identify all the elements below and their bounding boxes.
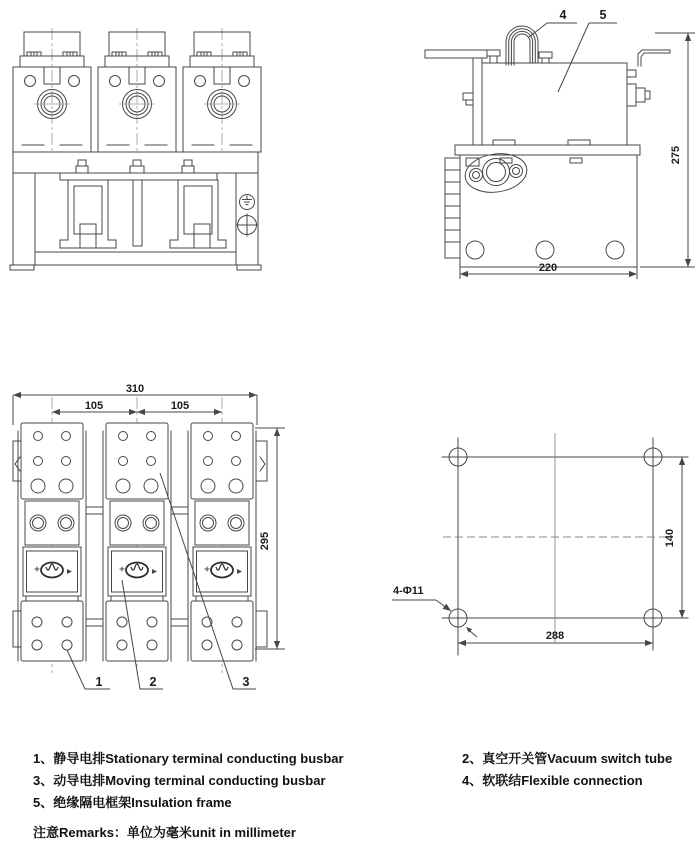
legend-item-4: 4、软联结Flexible connection <box>462 773 643 788</box>
side-view <box>405 0 700 290</box>
dim-295-text: 295 <box>259 531 271 551</box>
part-leader-5 <box>558 8 617 92</box>
mechanism-box <box>445 140 640 267</box>
dimension-275 <box>640 33 695 267</box>
base-frame <box>10 152 261 270</box>
dim-105-left-text: 105 <box>84 400 104 412</box>
dim-105-right-text: 105 <box>170 400 190 412</box>
part-label-5: 5 <box>599 8 607 22</box>
dim-275-text: 275 <box>670 145 682 165</box>
base-hole <box>536 241 554 259</box>
plan-view <box>5 383 295 708</box>
part-label-3: 3 <box>242 675 250 689</box>
bolt-icon <box>76 160 194 173</box>
dim-310-text: 310 <box>125 383 145 395</box>
pole-assembly-1 <box>13 28 91 154</box>
center-shaft <box>133 180 142 246</box>
dimension-220 <box>460 262 637 279</box>
dim-140-text: 140 <box>664 528 676 548</box>
legend-remarks: 注意Remarks：单位为毫米unit in millimeter <box>33 825 296 840</box>
part-leader-4 <box>529 8 577 37</box>
legend-item-1: 1、静导电排Stationary terminal conducting busbar <box>33 751 344 766</box>
coil-left <box>60 180 116 248</box>
shaft-flange <box>463 150 530 196</box>
part-label-1: 1 <box>95 675 103 689</box>
coil-right <box>170 180 226 248</box>
part-label-4: 4 <box>559 8 567 22</box>
part-label-2: 2 <box>149 675 157 689</box>
pole-column-1 <box>18 423 86 661</box>
base-hole <box>466 241 484 259</box>
legend-item-5: 5、绝缘隔电框架Insulation frame <box>33 795 232 810</box>
dimension-105-left <box>52 400 137 412</box>
ground-icon <box>240 195 255 210</box>
insulation-frame-box <box>425 50 670 145</box>
flexible-connection <box>506 26 538 65</box>
mounting-view <box>390 405 700 675</box>
terminal-ribs <box>445 158 460 258</box>
pole-assembly-2 <box>98 28 176 154</box>
legend-item-3: 3、动导电排Moving terminal conducting busbar <box>33 773 326 788</box>
pole-column-2 <box>103 423 171 661</box>
legend-item-2: 2、真空开关管Vacuum switch tube <box>462 751 673 766</box>
dimension-105-right <box>137 400 222 412</box>
dimension-288 <box>458 630 653 643</box>
dim-220-text: 220 <box>538 262 558 274</box>
mounting-rectangle <box>442 433 688 655</box>
front-view <box>8 28 264 273</box>
dimension-295 <box>255 428 285 649</box>
hole-callout-text: 4-Φ11 <box>393 585 424 597</box>
base-hole <box>606 241 624 259</box>
screw-head-icon <box>236 214 258 236</box>
dimension-310 <box>13 383 257 425</box>
dim-288-text: 288 <box>545 630 565 642</box>
pole-column-3 <box>188 423 256 661</box>
dimension-140 <box>664 457 682 618</box>
pole-assembly-3 <box>183 28 261 154</box>
